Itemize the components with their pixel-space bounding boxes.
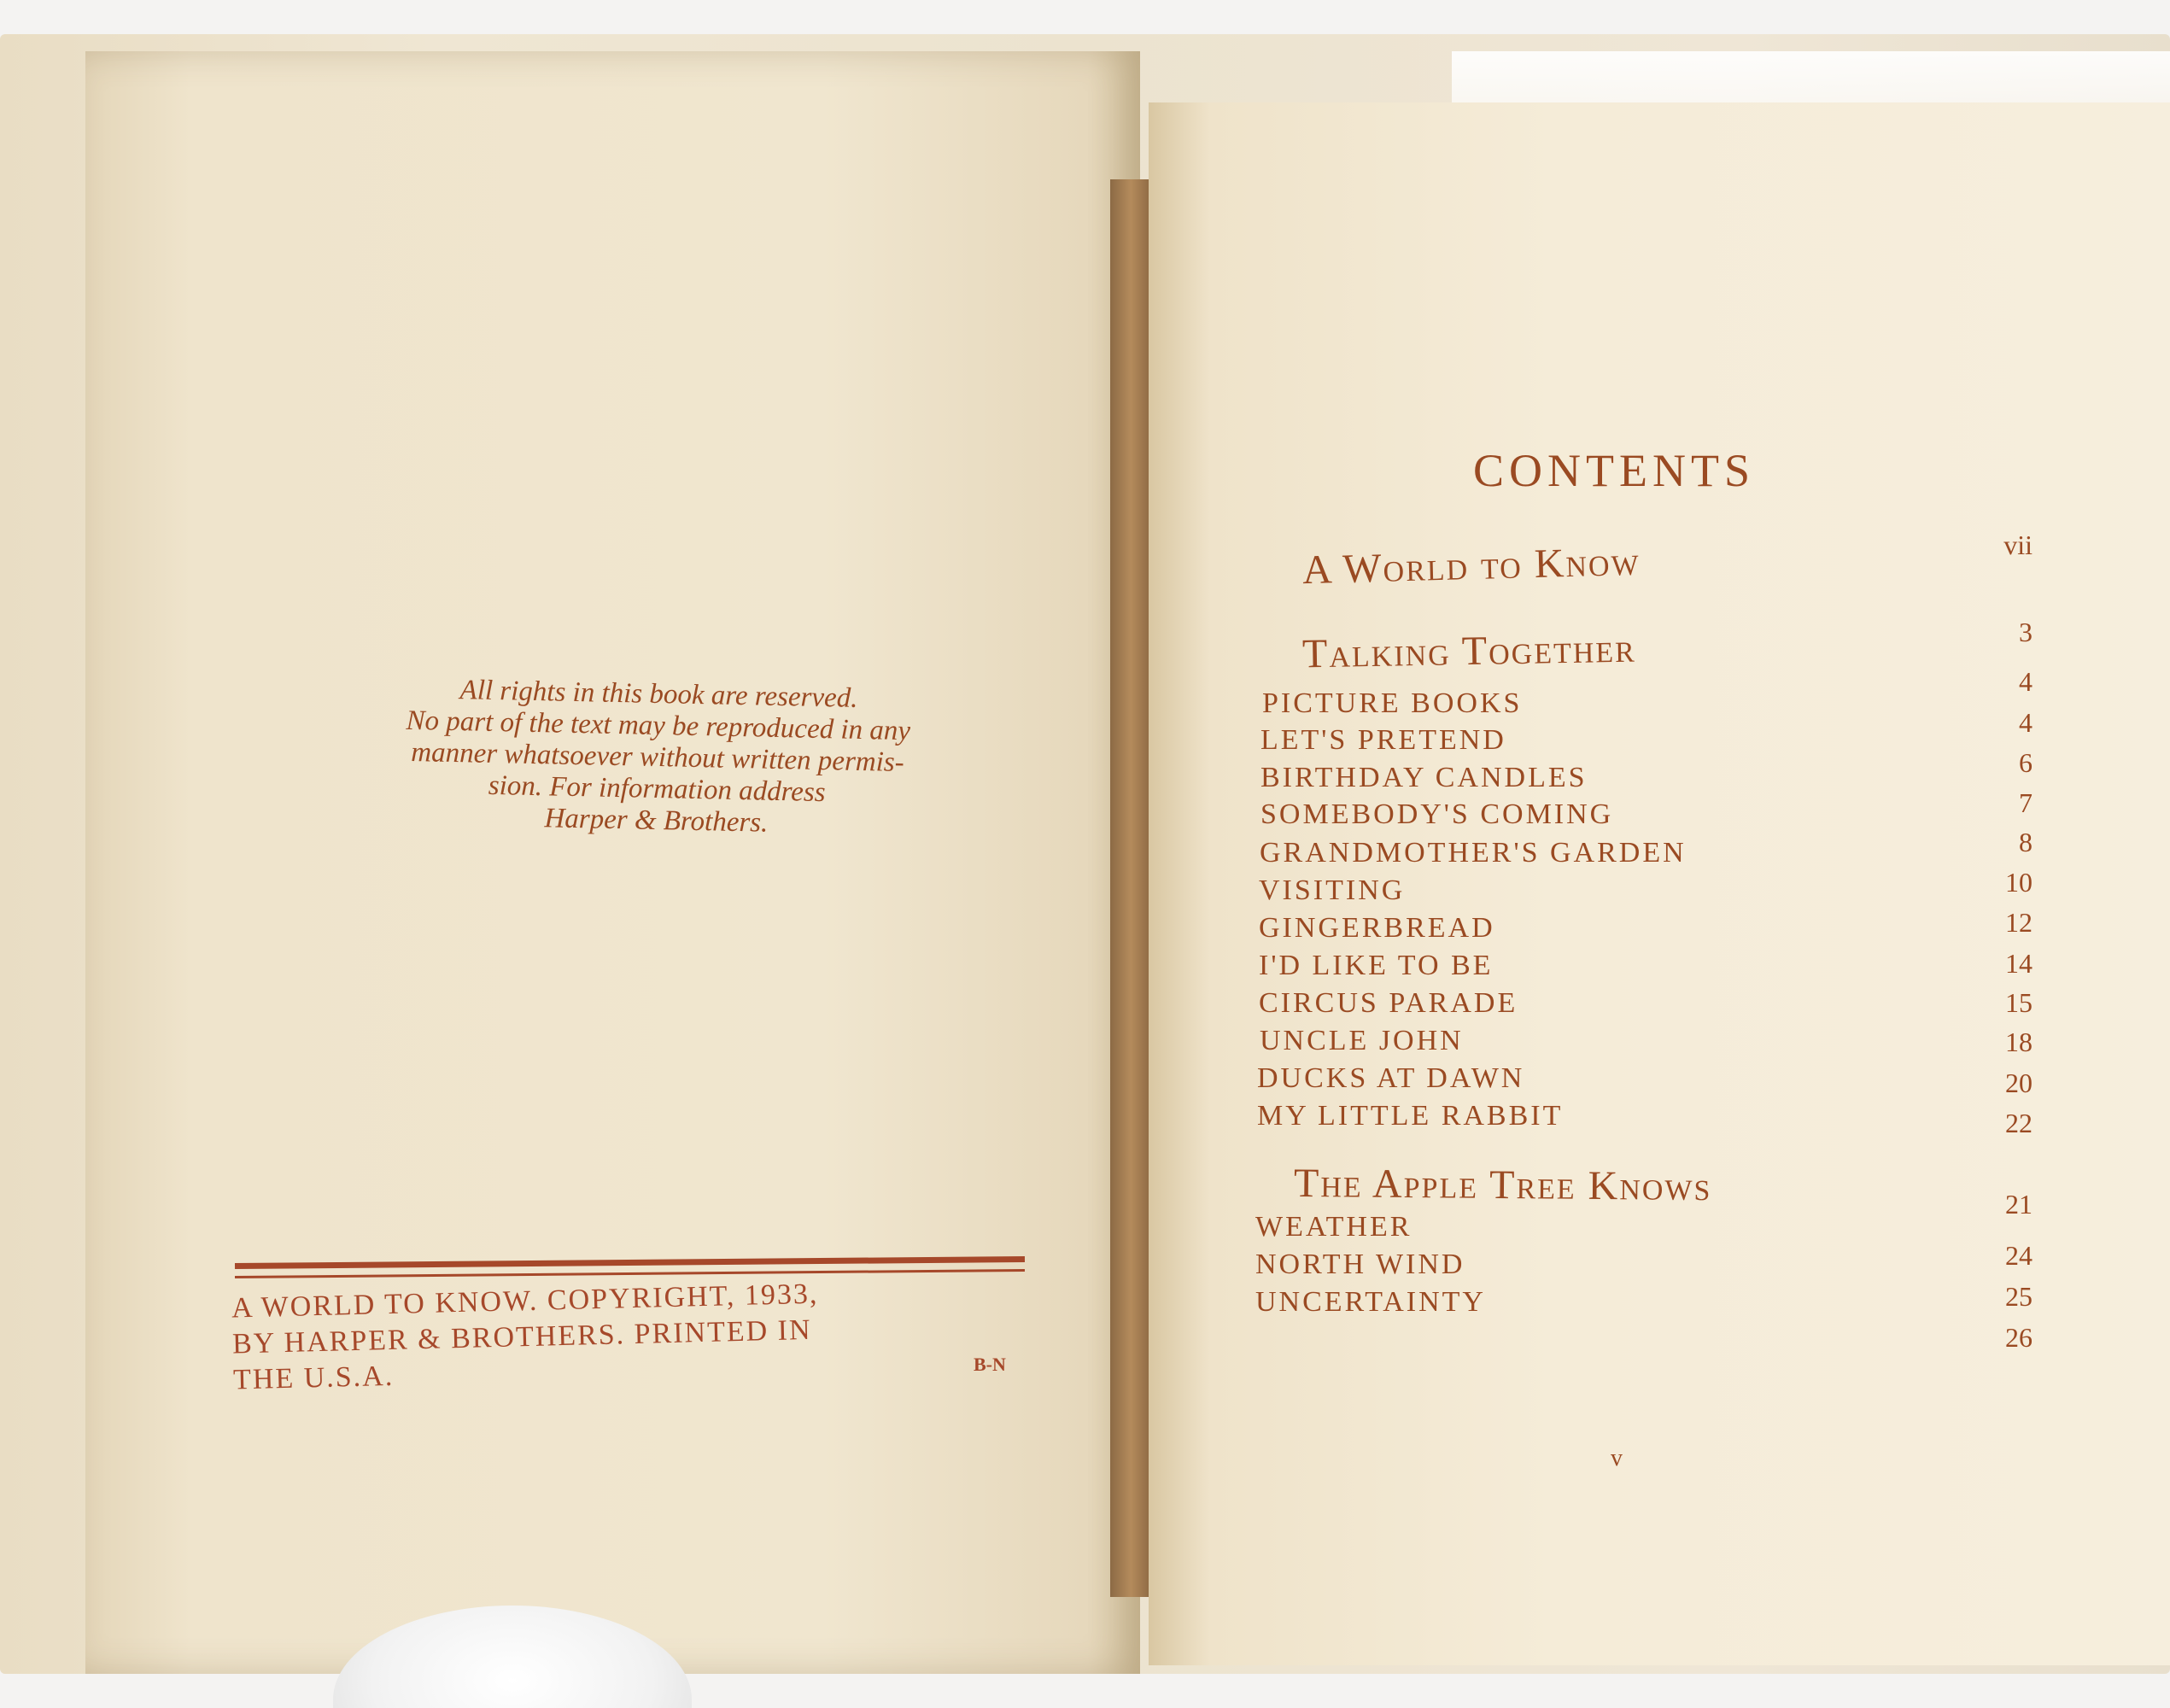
toc-entry-title: WEATHER [1255,1211,1413,1243]
toc-entry-title: NORTH WIND [1255,1249,1465,1280]
toc-page-number: 3 [2019,617,2033,647]
toc-page-number: 4 [2019,666,2033,697]
toc-page-number: 15 [2005,987,2033,1018]
rights-line: manner whatsoever without written permis- [410,736,905,779]
toc-page-number: vii [2003,529,2033,560]
toc-page-number: 7 [2019,787,2033,818]
toc-page-number: 25 [2005,1281,2033,1312]
toc-entry-title: UNCERTAINTY [1255,1286,1486,1318]
toc-entry-title: CIRCUS PARADE [1259,987,1518,1019]
toc-entry-title: SOMEBODY'S COMING [1260,798,1614,830]
contents-title: CONTENTS [1473,445,1755,496]
toc-page-number: 20 [2005,1068,2033,1098]
toc-page-number: 4 [2019,707,2033,738]
toc-page-number: 14 [2005,948,2033,979]
toc-entry-title: VISITING [1259,874,1406,906]
toc-page-number: 8 [2019,827,2033,857]
toc-entry-title: GRANDMOTHER'S GARDEN [1260,837,1687,869]
toc-page-number: 10 [2005,867,2033,898]
toc-page-number: 6 [2019,747,2033,778]
folio-number: v [1611,1445,1623,1471]
rights-line: sion. For information address [488,769,826,809]
toc-page-number: 24 [2005,1240,2033,1271]
toc-entry-title: GINGERBREAD [1259,912,1495,944]
copyright-line: THE U.S.A. [232,1360,395,1396]
rights-line: No part of the text may be reproduced in any [406,705,911,747]
toc-section-title: Talking Together [1301,625,1637,677]
rights-line: Harper & Brothers. [544,803,769,839]
copyright-line: A WORLD TO KNOW. COPYRIGHT, 1933, [231,1278,819,1325]
toc-entry-title: BIRTHDAY CANDLES [1260,762,1588,793]
toc-entry-title: I'D LIKE TO BE [1259,950,1494,981]
toc-page-number: 18 [2005,1027,2033,1057]
toc-page-number: 22 [2005,1108,2033,1138]
toc-entry-title: DUCKS AT DAWN [1257,1062,1525,1094]
copyright-notice [231,1272,1037,1399]
copyright-line: BY HARPER & BROTHERS. PRINTED IN [231,1313,812,1360]
left-page [85,51,1140,1674]
toc-page-number: 26 [2005,1322,2033,1353]
toc-entry-title: LET'S PRETEND [1260,724,1506,756]
toc-entry-title: PICTURE BOOKS [1262,687,1523,719]
toc-entry-title: MY LITTLE RABBIT [1257,1100,1564,1132]
toc-section-title: A World to Know [1301,538,1641,594]
rights-line: All rights in this book are reserved. [459,675,858,714]
toc-section-title: The Apple Tree Knows [1293,1160,1712,1210]
rights-notice [289,671,1027,845]
printer-code: B-N [974,1354,1006,1375]
toc-entry-title: UNCLE JOHN [1260,1025,1464,1056]
toc-page-number: 12 [2005,907,2033,938]
toc-page-number: 21 [2005,1189,2033,1220]
